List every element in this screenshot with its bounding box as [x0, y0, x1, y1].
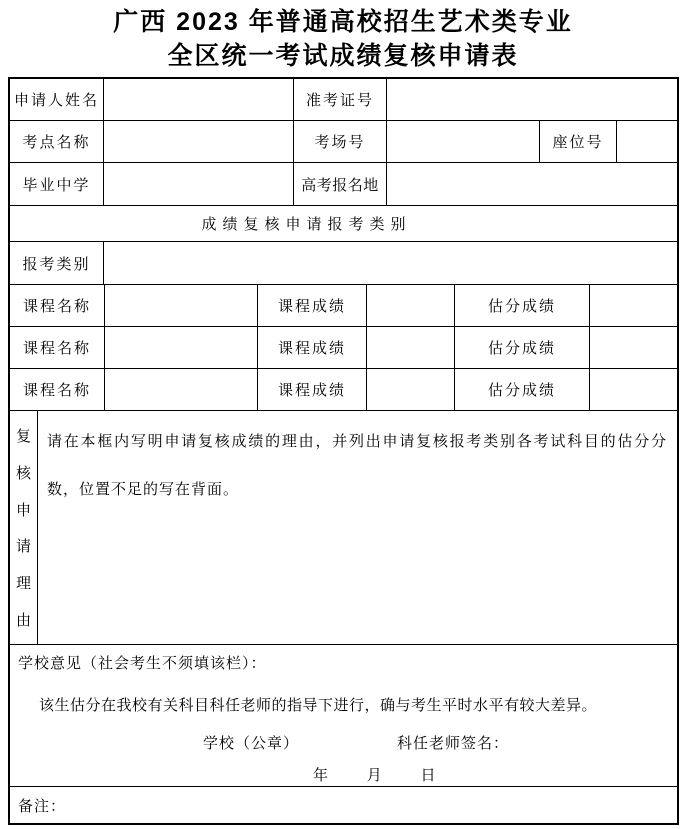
- exam-site-field[interactable]: [104, 121, 294, 162]
- vertical-label-char: 申: [15, 502, 31, 519]
- review-reason-field[interactable]: [38, 411, 677, 644]
- course-name-label: 课程名称: [10, 327, 105, 368]
- row-exam-site: [10, 121, 677, 163]
- seat-number-field[interactable]: [617, 121, 677, 162]
- row-graduating-school: [10, 163, 677, 206]
- row-section-header: [10, 206, 677, 242]
- review-reason-vertical-label: [10, 411, 38, 644]
- row-remarks: [10, 787, 677, 823]
- course-row-2: [10, 327, 677, 369]
- course-row-3: [10, 369, 677, 411]
- applicant-name-label: 申请人姓名: [10, 79, 104, 120]
- vertical-label-char: 理: [15, 576, 31, 593]
- score-review-application-table: [8, 77, 679, 825]
- estimated-score-field[interactable]: [590, 327, 677, 368]
- category-label: 报考类别: [10, 242, 104, 284]
- page-title: [0, 5, 686, 73]
- remarks-field[interactable]: [10, 787, 677, 823]
- seat-number-label: 座位号: [540, 121, 617, 162]
- date-year-label: 年: [313, 768, 329, 784]
- graduating-school-label: 毕业中学: [10, 163, 104, 205]
- school-opinion-heading: 学校意见（社会考生不须填该栏）：: [18, 656, 267, 672]
- estimated-score-label: 估分成绩: [455, 327, 590, 368]
- row-applicant: [10, 79, 677, 121]
- course-name-field[interactable]: [105, 327, 258, 368]
- section-header-title: 成绩复核申请报考类别: [201, 217, 412, 233]
- school-seal-label: 学校（公章）: [203, 736, 300, 752]
- course-name-field[interactable]: [105, 285, 258, 326]
- course-score-field[interactable]: [367, 327, 455, 368]
- vertical-label-char: 核: [15, 465, 31, 482]
- course-name-field[interactable]: [105, 369, 258, 410]
- applicant-name-field[interactable]: [104, 79, 294, 120]
- title-line-2: 全区统一考试成绩复核申请表: [167, 42, 519, 70]
- estimated-score-label: 估分成绩: [455, 369, 590, 410]
- date-line: [313, 764, 436, 785]
- row-review-reason: [10, 411, 677, 645]
- exam-site-label: 考点名称: [10, 121, 104, 162]
- school-opinion-statement: 该生估分在我校有关科目科任老师的指导下进行，确与考生平时水平有较大差异。: [39, 698, 598, 714]
- vertical-label-char: 复: [15, 428, 31, 445]
- course-score-field[interactable]: [367, 285, 455, 326]
- vertical-label-char: 请: [15, 539, 31, 556]
- date-day-label: 日: [420, 768, 436, 784]
- vertical-label-char: 由: [15, 613, 31, 630]
- registration-place-label: 高考报名地: [294, 163, 387, 205]
- estimated-score-field[interactable]: [590, 369, 677, 410]
- exam-room-label: 考场号: [294, 121, 387, 162]
- ticket-number-label: 准考证号: [294, 79, 387, 120]
- course-score-field[interactable]: [367, 369, 455, 410]
- school-opinion-field[interactable]: [10, 645, 677, 786]
- estimated-score-field[interactable]: [590, 285, 677, 326]
- date-month-label: 月: [366, 768, 382, 784]
- course-score-label: 课程成绩: [258, 327, 367, 368]
- teacher-signature-label: 科任老师签名：: [397, 736, 510, 752]
- title-line-1: 广西 2023 年普通高校招生艺术类专业: [113, 8, 573, 36]
- review-reason-instruction: 请在本框内写明申请复核成绩的理由，并列出申请复核报考类别各考试科目的估分分数，位置不足的写在背面。: [47, 434, 667, 498]
- registration-place-field[interactable]: [387, 163, 677, 205]
- category-field[interactable]: [104, 242, 677, 284]
- exam-room-field[interactable]: [387, 121, 540, 162]
- ticket-number-field[interactable]: [387, 79, 677, 120]
- row-school-opinion: [10, 645, 677, 787]
- course-score-label: 课程成绩: [258, 285, 367, 326]
- row-category: [10, 242, 677, 285]
- estimated-score-label: 估分成绩: [455, 285, 590, 326]
- remarks-label: 备注：: [18, 798, 67, 815]
- course-score-label: 课程成绩: [258, 369, 367, 410]
- course-name-label: 课程名称: [10, 369, 105, 410]
- course-name-label: 课程名称: [10, 285, 105, 326]
- course-row-1: [10, 285, 677, 327]
- graduating-school-field[interactable]: [104, 163, 294, 205]
